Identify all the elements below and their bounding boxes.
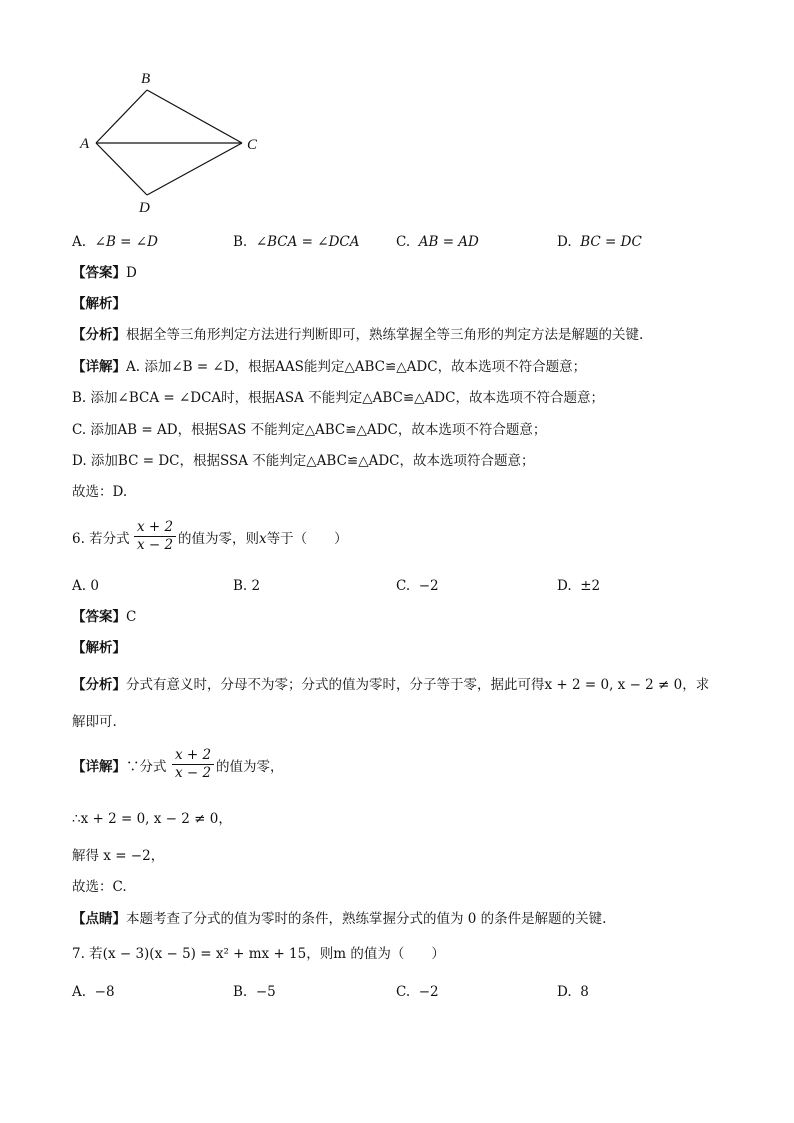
- q6-stem: 6. 若分式: [72, 531, 130, 547]
- q6-answer: 【答案】C: [72, 609, 137, 625]
- q6-detail-rest: 的值为零，: [216, 759, 284, 775]
- label-b: B: [141, 71, 151, 87]
- q5-detail-line-b: B. 添加∠BCA = ∠DCA时，根据ASA 不能判定△ABC≌△ADC，故本选项不符合题意；: [72, 390, 604, 406]
- figure-lines: [96, 90, 242, 195]
- q5-conclusion: 故选：D.: [72, 484, 128, 500]
- q5-answer: 【答案】D: [72, 265, 137, 281]
- q5-detail-line-d: D. 添加BC = DC，根据SSA 不能判定△ABC≌△ADC，故本选项符合题意；: [72, 453, 535, 469]
- label-c: C: [247, 137, 258, 153]
- q5-detail-line-c: C. 添加AB = AD，根据SAS 不能判定△ABC≌△ADC，故本选项不符合题意；: [72, 422, 547, 438]
- q6-stem-fraction: [134, 520, 176, 553]
- fraction-numerator: x + 2: [174, 747, 212, 763]
- label-d: D: [139, 200, 150, 216]
- q7-stem: 7. 若(x − 3)(x − 5) = x² + mx + 15，则m 的值为（ ）: [72, 946, 445, 962]
- q7-option-a[interactable]: A. −8: [72, 984, 115, 1000]
- q6-therefore: ∴x + 2 = 0, x − 2 ≠ 0，: [72, 811, 232, 827]
- q6-solve: 解得 x = −2，: [72, 848, 165, 864]
- q7-option-b[interactable]: B. −5: [233, 984, 276, 1000]
- q6-option-a[interactable]: A. 0: [72, 578, 99, 594]
- label-a: A: [80, 136, 90, 152]
- q5-option-c[interactable]: C. AB = AD: [396, 234, 479, 250]
- q6-dianjing: 【点睛】本题考查了分式的值为零时的条件，熟练掌握分式的值为 0 的条件是解题的关键.: [72, 911, 607, 927]
- q7-option-d[interactable]: D. 8: [557, 984, 589, 1000]
- segment-ad: [96, 143, 147, 195]
- q6-option-c[interactable]: C. −2: [396, 578, 439, 594]
- segment-ab: [96, 90, 147, 143]
- q6-option-b[interactable]: B. 2: [233, 578, 261, 594]
- q6-detail-fraction: [172, 748, 214, 781]
- q5-option-d[interactable]: D. BC = DC: [557, 234, 642, 250]
- fraction-denominator: x − 2: [136, 536, 174, 553]
- q5-detail-line-a: 【详解】A. 添加∠B = ∠D，根据AAS能判定△ABC≌△ADC，故本选项不符合题意；: [72, 359, 587, 375]
- q5-fenxi: 【分析】根据全等三角形判定方法进行判断即可，熟练掌握全等三角形的判定方法是解题的关键.: [72, 327, 644, 343]
- q5-option-b[interactable]: B. ∠BCA = ∠DCA: [233, 234, 360, 250]
- quadrilateral-figure: [0, 0, 794, 220]
- q6-analysis-heading: 【解析】: [72, 640, 126, 656]
- q7-option-c[interactable]: C. −2: [396, 984, 439, 1000]
- q6-stem-rest: 的值为零，则x等于（ ）: [178, 531, 348, 547]
- q6-detail: 【详解】∵分式: [72, 759, 167, 775]
- segment-bc: [147, 90, 242, 143]
- fraction-numerator: x + 2: [136, 519, 174, 535]
- q6-option-d[interactable]: D. ±2: [557, 578, 601, 594]
- q5-option-a[interactable]: A. ∠B = ∠D: [72, 234, 158, 250]
- q6-fenxi-line-1: 【分析】分式有意义时，分母不为零；分式的值为零时，分子等于零，据此可得x + 2 = 0, x − 2 ≠ 0，求: [72, 677, 710, 693]
- fraction-denominator: x − 2: [174, 764, 212, 781]
- q6-fenxi-line-2: 解即可.: [72, 714, 117, 730]
- segment-dc: [147, 143, 242, 195]
- q6-conclusion: 故选：C.: [72, 879, 127, 895]
- q5-analysis-heading: 【解析】: [72, 296, 126, 312]
